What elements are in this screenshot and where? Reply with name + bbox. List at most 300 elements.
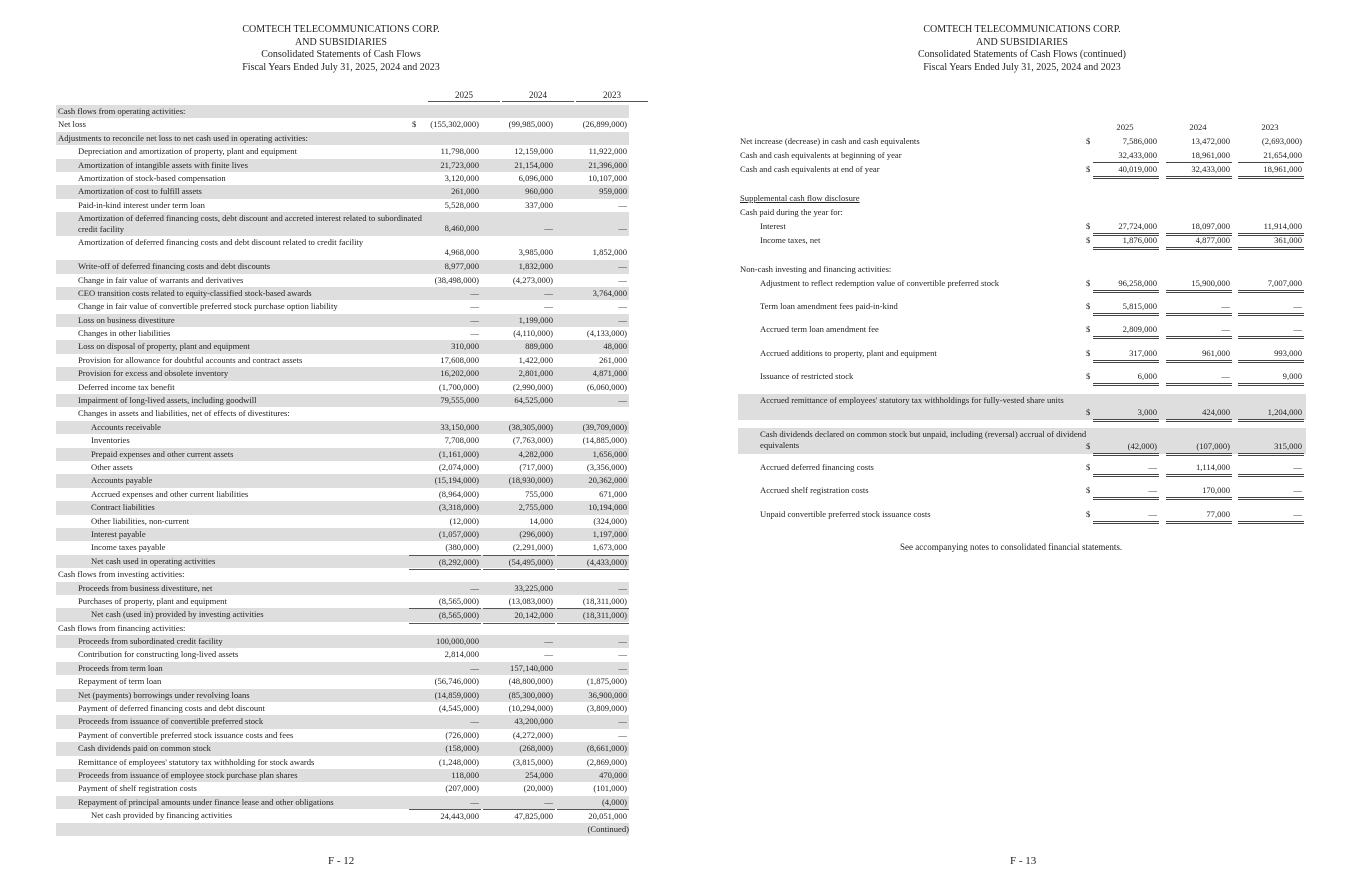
table-row — [56, 742, 629, 755]
row-label: Accrued term loan amendment fee — [760, 324, 879, 334]
cell-2023: — — [618, 729, 627, 740]
cell-2025: 21,723,000 — [440, 159, 479, 170]
row-label: Cash paid during the year for: — [740, 207, 843, 217]
cell-2024: 20,142,000 — [483, 608, 555, 623]
row-label: Prepaid expenses and other current assets — [91, 448, 234, 459]
row-label: Payment of deferred financing costs and debt discount — [78, 703, 265, 714]
table-row — [56, 715, 629, 728]
table-row — [56, 212, 629, 236]
table-row — [56, 702, 629, 715]
cell-2024: 755,000 — [525, 488, 553, 499]
cell-2025: 24,443,000 — [409, 809, 481, 824]
row-label: Deferred income tax benefit — [78, 381, 175, 392]
cell-2023: — — [1238, 508, 1304, 524]
row-label: Payment of shelf registration costs — [78, 783, 197, 794]
cell-2023: (2,693,000) — [1261, 136, 1302, 146]
cell-2024: — — [544, 649, 553, 660]
cell-2024: 2,755,000 — [518, 502, 553, 513]
row-label: Unpaid convertible preferred stock issuance costs — [760, 509, 931, 519]
cell-2024: (107,000) — [1166, 440, 1232, 456]
cell-2023: 20,362,000 — [588, 475, 627, 486]
cell-2024: — — [544, 301, 553, 312]
cash-flow-table — [56, 90, 629, 836]
row-label: Accrued additions to property, plant and equipment — [760, 348, 937, 358]
cell-2025: (38,498,000) — [434, 274, 479, 285]
table-row — [56, 287, 629, 300]
cell-2023: — — [1238, 323, 1304, 339]
row-label: Net cash (used in) provided by investing activities — [91, 609, 264, 620]
cell-2023: 1,852,000 — [592, 247, 627, 258]
row-label: Accrued remittance of employees' statutory tax withholdings for fully-vested share units — [760, 395, 1064, 405]
table-row — [56, 340, 629, 353]
table-row — [56, 394, 629, 407]
cell-2023: (2,869,000) — [586, 756, 627, 767]
row-label: Changes in assets and liabilities, net of effects of divestitures: — [78, 408, 290, 419]
cell-2024: — — [544, 287, 553, 298]
row-label: Change in fair value of warrants and derivatives — [78, 274, 244, 285]
cell-2025: 27,724,000 — [1093, 220, 1159, 236]
cell-2025: — — [470, 796, 479, 807]
row-label: Amortization of deferred financing costs, debt discount and accreted interest related to subordinated credit facility — [78, 213, 422, 234]
cell-2024: 13,472,000 — [1191, 136, 1230, 146]
cell-2023: — — [618, 199, 627, 210]
cell-2024: 1,114,000 — [1166, 461, 1232, 477]
cell-2023: 959,000 — [599, 186, 627, 197]
year-2025: 2025 — [428, 90, 500, 102]
cell-2024: 254,000 — [525, 769, 553, 780]
cell-2025: 5,528,000 — [444, 199, 479, 210]
cell-2023: (8,661,000) — [586, 743, 627, 754]
cell-2024: (54,495,000) — [483, 555, 555, 570]
cell-2024: 3,985,000 — [518, 247, 553, 258]
cell-2025: (8,292,000) — [409, 555, 481, 570]
cell-2024: (10,294,000) — [508, 703, 553, 714]
table-row — [56, 675, 629, 688]
cell-2023: 7,007,000 — [1238, 277, 1304, 293]
cell-2023: 3,764,000 — [592, 287, 627, 298]
row-label: Proceeds from issuance of convertible preferred stock — [78, 716, 264, 727]
cell-2025: (14,859,000) — [434, 689, 479, 700]
table-row — [56, 274, 629, 287]
row-label: Purchases of property, plant and equipment — [78, 595, 227, 606]
table-row — [56, 105, 629, 118]
cell-2023: 671,000 — [599, 488, 627, 499]
table-row — [56, 236, 629, 260]
cell-2023: 21,396,000 — [588, 159, 627, 170]
cell-2023: 470,000 — [599, 769, 627, 780]
table-row — [56, 622, 629, 635]
table-row — [56, 515, 629, 528]
cell-2024: 47,825,000 — [483, 809, 555, 824]
cell-2023: (4,000) — [601, 796, 627, 807]
cell-2025: 7,586,000 — [1122, 136, 1157, 146]
cell-2024: 12,159,000 — [514, 146, 553, 157]
company-name: COMTECH TELECOMMUNICATIONS CORP. — [923, 24, 1121, 35]
cell-2024: 21,154,000 — [514, 159, 553, 170]
table-row — [56, 782, 629, 795]
cell-2023: — — [1238, 461, 1304, 477]
cell-2025: (15,194,000) — [434, 475, 479, 486]
cell-2024: 77,000 — [1166, 508, 1232, 524]
cell-2024: — — [1166, 300, 1232, 316]
cell-2025: — — [1093, 461, 1159, 477]
table-row — [56, 260, 629, 273]
cell-2024: 14,000 — [529, 515, 553, 526]
row-label: Proceeds from term loan — [78, 662, 163, 673]
cell-2025: (8,565,000) — [409, 608, 481, 623]
cell-2023: 48,000 — [603, 341, 627, 352]
cell-2025: — — [1093, 508, 1159, 524]
cell-2023: (6,060,000) — [586, 381, 627, 392]
cell-2024: 2,801,000 — [518, 368, 553, 379]
cell-2025: (4,545,000) — [438, 703, 479, 714]
cell-2025: — — [470, 716, 479, 727]
row-label: Accrued expenses and other current liabilities — [91, 488, 249, 499]
table-row — [738, 428, 1306, 454]
cell-2024: (38,305,000) — [508, 421, 553, 432]
cell-2025: 16,202,000 — [440, 368, 479, 379]
table-row — [56, 582, 629, 595]
row-label: Change in fair value of convertible preferred stock purchase option liability — [78, 301, 338, 312]
table-row — [56, 501, 629, 514]
row-label: Net (payments) borrowings under revolving loans — [78, 689, 250, 700]
cell-2025: 310,000 — [451, 341, 479, 352]
row-label: Net increase (decrease) in cash and cash equivalents — [740, 136, 920, 146]
table-row — [56, 159, 629, 172]
cell-2025: 79,555,000 — [440, 395, 479, 406]
statement-title: Consolidated Statements of Cash Flows — [261, 49, 421, 61]
cell-2023: 11,922,000 — [588, 146, 627, 157]
cell-2024: 1,832,000 — [518, 261, 553, 272]
cell-2025: (1,700,000) — [438, 381, 479, 392]
table-row — [56, 595, 629, 608]
cell-2025: 40,019,000 — [1093, 163, 1159, 179]
cell-2024: (268,000) — [519, 743, 553, 754]
cell-2024: 18,097,000 — [1166, 220, 1232, 236]
table-row — [56, 474, 629, 487]
cell-2023: — — [618, 662, 627, 673]
table-row — [56, 381, 629, 394]
cell-2025: 118,000 — [451, 769, 479, 780]
table-row — [56, 461, 629, 474]
cell-2024: 64,525,000 — [514, 395, 553, 406]
cash-flow-rows — [56, 105, 629, 823]
row-label: Interest — [760, 221, 786, 231]
cell-2025: 4,968,000 — [444, 247, 479, 258]
table-row — [56, 367, 629, 380]
cell-2024: — — [544, 223, 553, 234]
table-row — [56, 145, 629, 158]
table-row — [56, 434, 629, 447]
cell-2025: 7,708,000 — [444, 435, 479, 446]
cell-2023: 1,197,000 — [592, 528, 627, 539]
cell-2025: 100,000,000 — [436, 636, 479, 647]
row-label: Other liabilities, non-current — [91, 515, 190, 526]
cell-2024: 15,900,000 — [1166, 277, 1232, 293]
table-row — [56, 769, 629, 782]
row-label: Payment of convertible preferred stock issuance costs and fees — [78, 729, 294, 740]
cell-2025: — — [470, 314, 479, 325]
row-label: Loss on business divestiture — [78, 314, 175, 325]
fiscal-period: Fiscal Years Ended July 31, 2025, 2024 and 2023 — [242, 61, 440, 73]
cell-2023: 261,000 — [599, 354, 627, 365]
row-label: Changes in other liabilities — [78, 328, 171, 339]
row-label: Accounts receivable — [91, 421, 161, 432]
cell-2024: 170,000 — [1166, 484, 1232, 500]
row-label: Net cash used in operating activities — [91, 555, 216, 566]
cell-2023: 9,000 — [1238, 370, 1304, 386]
cell-2025: (8,964,000) — [438, 488, 479, 499]
company-subtitle: AND SUBSIDIARIES — [295, 36, 387, 48]
cell-2025: 3,000 — [1093, 406, 1159, 422]
cell-2023: — — [618, 649, 627, 660]
cell-2024: (4,272,000) — [512, 729, 553, 740]
cell-2025: (56,746,000) — [434, 676, 479, 687]
table-row — [738, 394, 1306, 420]
cell-2023: 36,900,000 — [588, 689, 627, 700]
cell-2024: 1,422,000 — [518, 354, 553, 365]
cell-2024: (717,000) — [519, 461, 553, 472]
cell-2024: — — [544, 636, 553, 647]
cell-2024: — — [1166, 323, 1232, 339]
row-label: Interest payable — [91, 528, 146, 539]
cell-2023: 11,914,000 — [1238, 220, 1304, 236]
cell-2025: 8,460,000 — [444, 223, 479, 234]
cell-2025: 11,798,000 — [440, 146, 479, 157]
row-label: Write-off of deferred financing costs and debt discounts — [78, 261, 271, 272]
cell-2023: 21,654,000 — [1238, 149, 1304, 163]
cell-2025: (155,302,000) — [430, 119, 479, 130]
table-row — [56, 421, 629, 434]
table-row — [56, 689, 629, 702]
row-label: Proceeds from issuance of employee stock purchase plan shares — [78, 769, 298, 780]
cell-2023: (39,709,000) — [582, 421, 627, 432]
cell-2024: (3,815,000) — [512, 756, 553, 767]
cell-2024: 18,961,000 — [1166, 149, 1232, 163]
cell-2023: 1,673,000 — [592, 542, 627, 553]
row-label: Depreciation and amortization of property, plant and equipment — [78, 146, 297, 157]
row-label: Repayment of principal amounts under finance lease and other obligations — [78, 796, 334, 807]
table-row — [56, 541, 629, 554]
cell-2025: — — [470, 287, 479, 298]
cell-2024: 424,000 — [1166, 406, 1232, 422]
dollar-sign: $ — [1086, 462, 1091, 472]
year-2023: 2023 — [576, 90, 648, 102]
cell-2025: 96,258,000 — [1093, 277, 1159, 293]
row-label: Amortization of stock-based compensation — [78, 172, 226, 183]
fiscal-period: Fiscal Years Ended July 31, 2025, 2024 and 2023 — [923, 61, 1121, 73]
dollar-sign: $ — [1086, 324, 1091, 334]
cell-2024: (4,273,000) — [512, 274, 553, 285]
cell-2023: (101,000) — [593, 783, 627, 794]
cell-2025: 17,608,000 — [440, 354, 479, 365]
row-label: Net loss — [58, 119, 86, 130]
table-row — [56, 314, 629, 327]
cell-2025: — — [470, 301, 479, 312]
table-row — [56, 648, 629, 661]
cell-2024: (85,300,000) — [508, 689, 553, 700]
cell-2023: 20,051,000 — [557, 809, 629, 824]
cell-2025: (2,074,000) — [438, 461, 479, 472]
dollar-sign: $ — [1086, 221, 1091, 231]
cell-2025: (12,000) — [449, 515, 479, 526]
cell-2023: — — [1238, 484, 1304, 500]
cell-2025: (8,565,000) — [438, 595, 479, 606]
year-2025: 2025 — [1116, 122, 1134, 132]
cell-2025: 5,815,000 — [1093, 300, 1159, 316]
year-2024: 2024 — [502, 90, 574, 102]
row-label: Term loan amendment fees paid-in-kind — [760, 301, 898, 311]
row-label: Cash flows from operating activities: — [58, 106, 186, 116]
table-row — [56, 555, 629, 568]
cell-2023: (18,311,000) — [582, 595, 627, 606]
cell-2023: 1,656,000 — [592, 448, 627, 459]
page-number: F - 12 — [328, 855, 355, 867]
row-label: Provision for allowance for doubtful accounts and contract assets — [78, 354, 303, 365]
table-row — [56, 118, 629, 131]
dollar-sign: $ — [1086, 235, 1091, 245]
cell-2025: — — [470, 662, 479, 673]
continued-label: (Continued) — [587, 823, 629, 834]
cell-2025: 6,000 — [1093, 370, 1159, 386]
cell-2025: (1,057,000) — [438, 528, 479, 539]
row-label: Repayment of term loan — [78, 676, 162, 687]
notes-reference: See accompanying notes to consolidated financial statements. — [900, 542, 1123, 552]
dollar-sign: $ — [1086, 371, 1091, 381]
cell-2024: — — [544, 796, 553, 807]
row-label: Accrued deferred financing costs — [760, 462, 874, 472]
row-label: Non-cash investing and financing activities: — [740, 264, 892, 274]
row-label: Impairment of long-lived assets, including goodwill — [78, 395, 257, 406]
table-row — [56, 528, 629, 541]
row-label: Contribution for constructing long-lived assets — [78, 649, 239, 660]
row-label: Contract liabilities — [91, 502, 155, 513]
table-row — [56, 300, 629, 313]
cell-2023: — — [618, 582, 627, 593]
cell-2024: 43,200,000 — [514, 716, 553, 727]
cell-2023: (3,809,000) — [586, 703, 627, 714]
cell-2023: (1,875,000) — [586, 676, 627, 687]
cell-2024: 4,877,000 — [1166, 234, 1232, 250]
table-row — [56, 185, 629, 198]
table-row — [56, 756, 629, 769]
cell-2024: (7,763,000) — [512, 435, 553, 446]
cell-2024: (48,800,000) — [508, 676, 553, 687]
table-row — [56, 796, 629, 809]
cell-2023: — — [618, 395, 627, 406]
row-label: Adjustments to reconcile net loss to net cash used in operating activities: — [58, 132, 308, 143]
cell-2025: (158,000) — [445, 743, 479, 754]
cell-2023: 4,871,000 — [592, 368, 627, 379]
cell-2024: 961,000 — [1166, 347, 1232, 363]
cell-2025: 33,150,000 — [440, 421, 479, 432]
cell-2024: — — [1166, 370, 1232, 386]
row-label: Paid-in-kind interest under term loan — [78, 199, 205, 210]
table-row — [56, 354, 629, 367]
year-2023: 2023 — [1261, 122, 1279, 132]
table-row — [56, 608, 629, 621]
cell-2024: 337,000 — [525, 199, 553, 210]
row-label: Cash and cash equivalents at beginning of year — [740, 150, 902, 160]
cell-2023: 993,000 — [1238, 347, 1304, 363]
cell-2025: — — [1093, 484, 1159, 500]
cell-2023: (26,899,000) — [582, 119, 627, 130]
row-label: Cash flows from financing activities: — [58, 622, 186, 633]
cell-2025: (207,000) — [445, 783, 479, 794]
cell-2023: — — [618, 223, 627, 234]
row-label: Amortization of cost to fulfill assets — [78, 186, 202, 197]
row-label: Cash dividends paid on common stock — [78, 743, 211, 754]
dollar-sign: $ — [1086, 278, 1091, 288]
cell-2024: (4,110,000) — [513, 328, 553, 339]
cell-2023: — — [1238, 300, 1304, 316]
cell-2025: (1,161,000) — [438, 448, 479, 459]
table-row — [56, 132, 629, 145]
row-label: Other assets — [91, 461, 133, 472]
table-row — [56, 199, 629, 212]
cell-2023: 10,107,000 — [588, 172, 627, 183]
cell-2023: (14,885,000) — [582, 435, 627, 446]
cell-2025: 2,809,000 — [1093, 323, 1159, 339]
cell-2023: (4,433,000) — [557, 555, 629, 570]
cell-2023: 315,000 — [1238, 440, 1304, 456]
row-label: Accounts payable — [91, 475, 153, 486]
row-label: Loss on disposal of property, plant and equipment — [78, 341, 250, 352]
dollar-sign: $ — [412, 119, 417, 130]
row-label: Income taxes payable — [91, 542, 166, 553]
cell-2024: (296,000) — [519, 528, 553, 539]
cell-2025: (42,000) — [1093, 440, 1159, 456]
dollar-sign: $ — [1086, 164, 1091, 174]
cell-2025: — — [470, 328, 479, 339]
row-label: Supplemental cash flow disclosure — [740, 193, 860, 203]
cell-2024: (2,990,000) — [512, 381, 553, 392]
cell-2023: (3,356,000) — [586, 461, 627, 472]
table-row — [56, 729, 629, 742]
cell-2025: (3,318,000) — [438, 502, 479, 513]
row-label: Accrued shelf registration costs — [760, 485, 869, 495]
statement-header-right — [892, 24, 1152, 74]
cell-2023: — — [618, 314, 627, 325]
row-label: Proceeds from subordinated credit facility — [78, 636, 223, 647]
statement-title: Consolidated Statements of Cash Flows (continued) — [917, 49, 1127, 61]
cell-2025: 317,000 — [1093, 347, 1159, 363]
dollar-sign: $ — [1086, 441, 1091, 451]
cell-2024: (18,930,000) — [508, 475, 553, 486]
row-label: Cash and cash equivalents at end of year — [740, 164, 880, 174]
cell-2024: 6,096,000 — [518, 172, 553, 183]
company-subtitle: AND SUBSIDIARIES — [976, 36, 1068, 48]
page-number: F - 13 — [1010, 855, 1037, 867]
cell-2025: — — [470, 582, 479, 593]
cell-2024: (2,291,000) — [512, 542, 553, 553]
row-label: Issuance of restricted stock — [760, 371, 854, 381]
cell-2023: 361,000 — [1238, 234, 1304, 250]
row-label: Net cash provided by financing activities — [91, 810, 233, 821]
year-header-row — [56, 90, 629, 103]
row-label: Remittance of employees' statutory tax withholding for stock awards — [78, 756, 315, 767]
cell-2023: — — [618, 716, 627, 727]
cell-2025: 261,000 — [451, 186, 479, 197]
cell-2025: (1,248,000) — [438, 756, 479, 767]
table-row — [56, 407, 629, 420]
cell-2023: — — [618, 636, 627, 647]
dollar-sign: $ — [1086, 301, 1091, 311]
table-row — [56, 568, 629, 581]
cell-2025: 1,876,000 — [1093, 234, 1159, 250]
row-label: Income taxes, net — [760, 235, 821, 245]
table-row — [56, 662, 629, 675]
